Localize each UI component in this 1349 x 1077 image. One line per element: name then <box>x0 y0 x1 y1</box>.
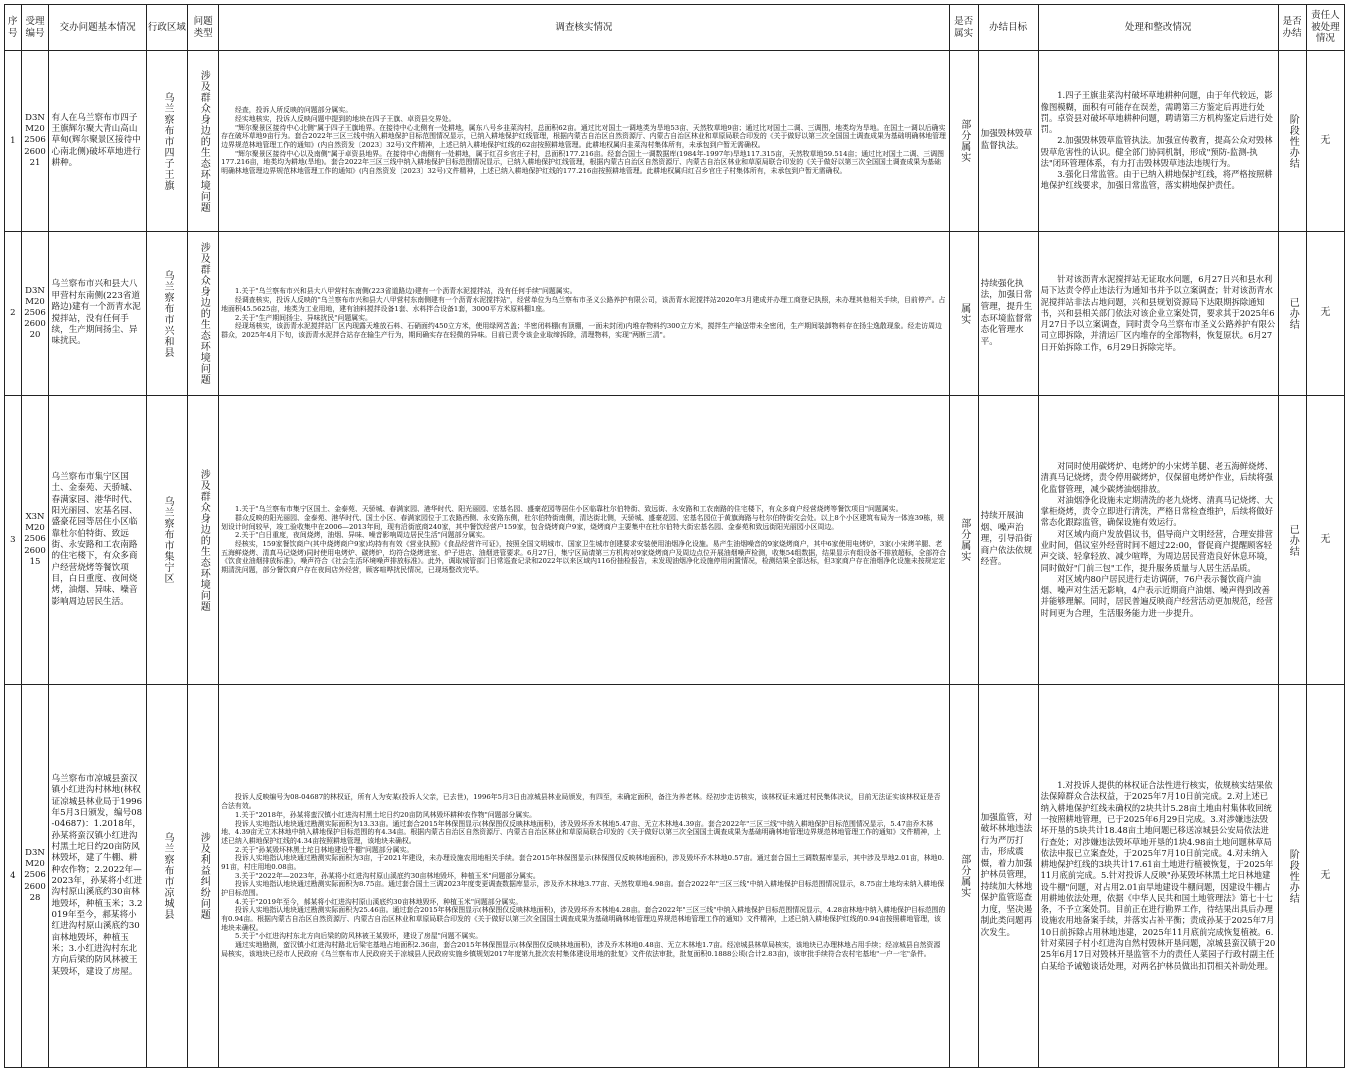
row-detail <box>219 51 950 232</box>
row-code: D3NM202506260028 <box>21 685 49 1068</box>
row-resp: 无 <box>1306 396 1344 685</box>
ptype-text: 涉及群众身边的生态环境问题 <box>198 69 210 213</box>
row-truth <box>949 396 978 685</box>
row-basic: 乌兰察布市凉城县蛮汉镇小红进沟村林地(林权证凉城县林业局于1996年5月3日颁发，编号08-04687)：1.2018年，孙某将蛮汉镇小红进沟村黑土坨日约20亩防风林毁坏，建了牛棚、耕种农作物；2.2022年—2023年，孙某将小红进沟村原山溪底约30亩林地毁坏，种植玉米；3.2019年至今，郝某将小红进沟村原山溪底约30亩林地毁坏，种植玉米；3.小红进沟村东北方向后梁的防风林被王某毁坏，建设了房屋。 <box>49 685 146 1068</box>
detail-para: 5.关于"小红进沟村东北方向后梁的防风林被王某毁坏，建设了房屋"问题不属实。 <box>234 932 483 941</box>
row-handle <box>1038 51 1278 232</box>
done-text: 阶段性办结 <box>1287 113 1299 169</box>
done-text: 阶段性办结 <box>1287 848 1299 904</box>
detail-para: 投诉人实地指认地块通过勘测实际面积为25.46亩。通过套合2015年林保图显示(林保图仅反映林地面积)，涉及毁坏乔木林地4.28亩。套合2022年"三区三线"中纳入耕地保护目标范围情况显示，4.28亩林地中纳入耕地保护目标范围的有0.94亩。根据内蒙古自治区自然资源厅、内蒙古自治区林业和草原局联合印发的《关于做好以第三次全国国土调查成果为基础明确林地管理边界规范林地管理工作的通知》文件精神，上述已纳入耕地保护红线的0.94亩按照耕地管理，该地块未确权。 <box>221 906 946 932</box>
header-handle: 处理和整改情况 <box>1038 5 1278 51</box>
header-detail: 调查核实情况 <box>219 5 950 51</box>
row-ptype <box>188 396 219 685</box>
detail-para: 1.关于"乌兰察布市兴和县大八甲营村东南侧(223省道路边)建有一个沥青水泥搅拌站，没有任何手续"问题属实。 <box>234 287 577 296</box>
table-row <box>5 51 1345 232</box>
row-done <box>1278 51 1306 232</box>
detail-para: 2.关于"孙某毁坏林黑土坨日林地建设牛棚"问题部分属实。 <box>234 845 414 854</box>
detail-para: 1.关于"乌兰察布市集宁区国土、金泰苑、天骄城、春满家园、港华时代、阳光丽园、宏基名园、盛豪花园等居住小区临靠杜尔伯特街、致远街、永安路和工农南路的住宅楼下，有众多商户经营烧烤等餐饮项目"问题属实。 <box>234 505 903 514</box>
handle-para: 1.四子王旗韭菜沟村破坏草地耕种问题，由于年代较远，影像图模糊，面积有可能存在误差，需聘第三方鉴定后再进行处罚。卓资县对破坏草地耕种问题，聘请第三方机构鉴定后进行处罚。 <box>1040 90 1273 135</box>
header-basic: 交办问题基本情况 <box>49 5 146 51</box>
header-truth: 是否属实 <box>949 5 978 51</box>
row-seq: 4 <box>5 685 22 1068</box>
truth-text: 部分属实 <box>958 518 970 562</box>
row-region <box>146 685 187 1068</box>
detail-para: 投诉人实地指认地块通过勘测实际面积为13.33亩。通过套合2015年林保图显示(林保图仅反映林地面积)，涉及毁坏乔木林地5.47亩、无立木林地4.39亩。套合2022年"三区三线"中纳入耕地保护目标范围情况显示，5.47亩乔木林地、4.39亩无立木林地中纳入耕地保护目标范围的有4.34亩。根据内蒙古自治区自然资源厅、内蒙古自治区林业和草原局联合印发的《关于做好以第三次全国国土调查成果为基础明确林地管理边界规范林地管理工作的通知》文件精神，上述已纳入耕地保护红线的4.34亩按照耕地管理，该地块未确权。 <box>221 819 941 845</box>
header-row <box>5 5 1345 51</box>
inspection-table <box>4 4 1345 1068</box>
row-code: D3NM202506260021 <box>21 51 49 232</box>
row-ptype <box>188 51 219 232</box>
ptype-text: 涉及群众身边的生态环境问题 <box>198 242 210 385</box>
row-detail <box>219 232 950 396</box>
ptype-text: 涉及群众身边的生态环境问题 <box>198 468 210 612</box>
handle-para: 对油烟净化设施未定期清洗的老九烧烤、清真马记烧烤、大掌柜烧烤，责令立即进行清洗，严格日常检查维护，后续将做好常态化跟踪监管，确保设施有效运行。 <box>1040 494 1273 528</box>
region-text: 乌兰察布市兴和县 <box>162 269 174 358</box>
handle-para: 2.加强毁林毁草监管执法。加强宣传教育，提高公众对毁林毁草危害性的认识。健全部门协同机制，形成"预防-监测-执法"闭环管理体系，有力打击毁林毁草违法违规行为。 <box>1040 135 1273 168</box>
detail-para: 投诉人实地指认地块通过勘测实际面积为3亩，于2021年建设，未办理设施农用地相关手续。套合2015年林保图显示(林保图仅反映林地面积)，涉及毁坏乔木林地0.57亩。通过套合国土三调数据库显示，其中涉及旱地2.01亩，林地0.91亩，村庄用地0.08亩。 <box>221 854 945 871</box>
row-detail <box>219 396 950 685</box>
detail-para: 经查，投诉人所反映的问题部分属实。 <box>234 106 353 115</box>
row-handle <box>1038 685 1278 1068</box>
detail-para: 群众反映的阳光丽园、金泰苑、港华时代、国土小区、春满家园位于工农路西侧、永安路东侧，杜尔伯特街南侧，清达街北侧，天骄城、盛豪花园、宏基名园位于黄旗海路与杜尔伯特街交会处。以上8个小区建筑布局为一体连39栋，规划设计时间较早，竣工验收集中在2006—2013年间，现有沿街底商240家，其中餐饮经营户159家，包含烧烤商户9家，烧烤商户主要集中在杜尔伯特大街宏基名园、金泰苑和致远街阳光丽园小区周边。 <box>221 513 945 531</box>
row-basic: 有人在乌兰察布市四子王旗辉尔聚大青山高山草甸(辉尔聚景区接待中心南北侧)破坏草地进行耕种。 <box>49 51 146 232</box>
detail-para: 4.关于"2019年至今，郝某将小红进沟村原山溪底约30亩林地毁坏，种植玉米"问题部分属实。 <box>234 897 523 906</box>
header-seq: 序号 <box>5 5 22 51</box>
handle-para: 3.强化日常监管。由于已纳入耕地保护红线，将严格按照耕地保护红线要求，加强日常监管，落实耕地保护责任。 <box>1040 169 1273 191</box>
region-text: 乌兰察布市四子王旗 <box>162 91 174 191</box>
row-ptype <box>188 232 219 396</box>
detail-para: 经现场核实，该沥青水泥搅拌站厂区内现露天堆放石料、石硝面约450立方米，使用绿网苫盖；半密闭料棚(有顶棚，一面未封闭)内堆存物料约300立方米，搅拌生产输送带未全密闭，生产期间装卸物料存在扬尘逸散现象。经走访周边群众，2025年4月下旬，该沥青水泥拌合站存在输生产行为，期间确实存在轻微的异味。目前已责令该企业取缔拆除，清理物料，实现"两断三清"。 <box>221 322 942 339</box>
ptype-text: 涉及利益纠纷问题 <box>198 832 210 920</box>
row-done <box>1278 685 1306 1068</box>
table-row <box>5 396 1345 685</box>
header-goal: 办结目标 <box>978 5 1038 51</box>
header-region: 行政区域 <box>146 5 187 51</box>
row-region <box>146 232 187 396</box>
row-done <box>1278 232 1306 396</box>
truth-text: 属实 <box>958 302 970 325</box>
detail-para: 2.关于"白日重度，夜间烧烤，油烟、异味、噪音影响周边居民生活"问题部分属实。 <box>234 531 490 540</box>
header-resp: 责任人被处理情况 <box>1306 5 1344 51</box>
handle-para: 对区域内80户居民进行走访调研，76户表示餐饮商户油烟、噪声对生活无影响，4户表示近期商户油烟、噪声得到改善并能够理解。同时，居民普遍反映商户经营活动更加规范，经营时间更为合理，生活服务能力进一步提升。 <box>1040 573 1273 618</box>
row-seq: 1 <box>5 51 22 232</box>
detail-para: 通过实地勘测，蛮汉镇小红进沟村路北后梁宅基地占地面积2.36亩，套合2015年林保图显示(林保图仅反映林地面积)，涉及乔木林地0.48亩、无立木林地1.7亩。经凉城县林草局核实，该地块已办理林地占用手续；经凉城县自然资源局核实，该地块已经市人民政府《乌兰察布市人民政府关于凉城县人民政府实施乡镇规划2017年度第九批次农村集体建设用地的批复》文件依法审批，批复面积0.1888公顷(合计2.83亩)，该审批手续符合农村宅基地"一户一宅"条件。 <box>221 941 941 958</box>
detail-para: 经调查核实，投诉人反映的"乌兰察布市兴和县大八甲营村东南侧建有一个沥青水泥搅拌站"，经营单位为乌兰察布市圣义公路养护有限公司，该沥青水泥搅拌站2020年3月建成并办理工商登记执照，未办理其他相关手续，目前停产。占地面积45.5625亩，地类为工业用地，建有油料搅拌设备1套、水料拌合设备1套，3000平方米原料棚1座。 <box>221 296 946 313</box>
handle-para: 1.对投诉人提供的林权证合法性进行核实，依规核实结果依法保障群众合法权益，于2025年7月10日前完成。2.对上述已纳入耕地保护红线未确权的2块共计5.28亩土地由村集体收回统一按照耕地管理，已于2025年6月29日完成。3.对涉嫌违法毁坏开垦的5块共计18.48亩土地问题已移送凉城县公安局依法进行查处；对涉嫌违法毁坏草地开垦的1块4.98亩土地问题林草局依法申报已立案查处，于2025年7月10日前完成。4.对未纳入耕地保护红线的3块共计17.61亩土地进行植被恢复，于2025年11月底前完成。5.针对投诉人反映"孙某毁坏林黑土坨日林地建设牛棚"问题，对占用2.01亩旱地建设牛棚问题，因建设牛棚占用耕地依法处理，依据《中华人民共和国土地管理法》第七十七条，不予立案处罚。目前正在进行勘界工作，待结果出具后办理设施农用地备案手续，并落实占补平衡；责成孙某于2025年7月10日前拆除占用林地违建，2025年11月底前完成恢复植被。6.针对菜园子村小红进沟自然村毁林开垦问题，凉城县蛮汉镇于2025年6月17日对毁林开垦监管不力的责任人菜园子行政村副主任白某给予诫勉谈话处理，对两名护林员做出扣罚相关补助处理。 <box>1040 780 1276 971</box>
row-seq: 2 <box>5 232 22 396</box>
row-code: D3NM202506260020 <box>21 232 49 396</box>
region-text: 乌兰察布市集宁区 <box>162 496 174 584</box>
row-goal: 加强监管，对破坏林地违法行为严厉打击，形成震慑，着力加强护林员管理，持续加大林地保护监管巡查力度，坚决遏制此类问题再次发生。 <box>978 685 1038 1068</box>
row-code: X3NM202506260015 <box>21 396 49 685</box>
handle-para: 针对该沥青水泥搅拌站无证取水问题，6月27日兴和县水利局下达责令停止违法行为通知书并予以立案调查；针对该沥青水泥搅拌站非法占地问题，兴和县规划资源局下达限期拆除通知书，兴和县相关部门依法对该企业立案处罚，要求其于2025年6月27日予以立案调查，同时责令乌兰察布市圣义公路养护有限公司立即拆除，并清运厂区内堆存的全部物料，恢复原状。6月27日开始拆除工作，6月29日拆除完毕。 <box>1040 274 1276 352</box>
row-handle <box>1038 232 1278 396</box>
row-detail <box>219 685 950 1068</box>
header-ptype: 问题类型 <box>188 5 219 51</box>
truth-text: 部分属实 <box>958 854 970 898</box>
row-seq: 3 <box>5 396 22 685</box>
done-text: 已办结 <box>1287 297 1299 330</box>
row-truth <box>949 51 978 232</box>
table-row <box>5 232 1345 396</box>
detail-para: 投诉人实地指认地块通过勘测实际面积为8.75亩。通过套合国土三调2023年度变更调查数据库显示，涉及乔木林地3.77亩、天然牧草地4.98亩。套合2022年"三区三线"中纳入耕地保护目标范围情况显示，8.75亩土地均未纳入耕地保护目标范围。 <box>221 880 945 898</box>
row-truth <box>949 232 978 396</box>
row-ptype <box>188 685 219 1068</box>
header-done: 是否办结 <box>1278 5 1306 51</box>
row-region <box>146 51 187 232</box>
row-resp: 无 <box>1306 51 1344 232</box>
detail-para: 经核实，159家餐饮商户(其中烧烤商户9家)均持有有效《营业执照》《食品经营许可证》，按照全国文明城市、国家卫生城市创建要求安装使用油烟净化设施。易产生油烟噪音的9家烧烤商户，其中6家使用电烤炉，3家(小宋烤羊腿、老五海鲜烧烤、清真马记烧烤)同时使用电烤炉、碳烤炉，均符合烧烤进室、炉子进店、油烟进管要求。6月27日，集宁区局请第三方机构对9家烧烤商户及周边点位开展油烟噪声检测，收集54组数据，结果显示有组设备不排放超标，全部符合《饮食业油烟排放标准》，噪声符合《社会生活环境噪声排放标准》。此外，调取城管部门日常巡查记录和2022年以来区域内116份抽检报告，未发现油烟净化设施停用闲置情况，检测结果全部达标，但3家商户存在油烟净化设施未按规定定期清洗问题，部分餐饮商户存在夜间店外经营，顾客喧哗扰民情况，已现场整改完毕。 <box>221 540 947 575</box>
detail-para: "辉尔聚景区接待中心以及南侧"属于卓资县地界。在接待中心南侧有一处耕地，属于红召乡官庄子村，总面积177.216亩。经套合国土一调数据库(1984年-1997年)旱地117.315亩，天然牧草地59.514亩；通过比对国土二调、三调图177.216亩，地类均为耕地(旱地)。套合2022年三区三线中纳入耕地保护目标范围情况显示，已纳入耕地保护红线管理，根据内蒙古自治区自然资源厅、内蒙古自治区林业和草原局联合印发的《关于做好以第三次全国国土调查成果为基础明确林地管理边界规范林地管理工作的通知》(内自然资发〔2023〕32号)文件精神，上述已纳入耕地保护红线的177.216亩按照耕地管理。此耕地权属归红召乡官庄子村集体所有，未承包到户暂无需确权。 <box>221 149 944 176</box>
row-goal: 持续开展油烟、噪声治理，引导沿街商户依法依规经营。 <box>978 396 1038 685</box>
detail-para: 3.关于"2022年—2023年，孙某将小红进沟村原山溪底约30亩林地毁坏，种植玉米"问题部分属实。 <box>234 871 540 880</box>
row-goal: 加强毁林毁草监督执法。 <box>978 51 1038 232</box>
row-basic: 乌兰察布市兴和县大八甲营村东南侧(223省道路边)建有一个沥青水泥搅拌站，没有任何手续，生产期间扬尘、异味扰民。 <box>49 232 146 396</box>
detail-para: "辉尔聚景区接待中心北侧"属于四子王旗地界。在接待中心北侧有一处耕地，属东八号乡韭菜沟村，总面积62亩。通过比对国土一调地类为旱地53亩、天然牧草地9亩；通过比对国土二调、三调图，地类均为旱地。在国土一调以后确实存在破坏草地9亩行为。套合2022年三区三线中纳入耕地保护目标范围情况显示，已纳入耕地保护红线管理，根据内蒙古自治区自然资源厅、内蒙古自治区林业和草原局联合印发的《关于做好以第三次全国国土调查成果为基础明确林地管理边界规范林地管理工作的通知》(内自然资发〔2023〕32号)文件精神，上述已纳入耕地保护红线的62亩按照耕地管理。此耕地权属归韭菜沟村集体所有，未承包到户暂无需确权。 <box>221 123 946 149</box>
row-truth <box>949 685 978 1068</box>
detail-para: 经实地核实，投诉人反映问题中提到的地块在四子王旗、卓资县交界处。 <box>234 114 456 123</box>
table-row <box>5 685 1345 1068</box>
row-resp: 无 <box>1306 232 1344 396</box>
region-text: 乌兰察布市凉城县 <box>162 832 174 920</box>
truth-text: 部分属实 <box>958 119 970 163</box>
header-code: 受理编号 <box>21 5 49 51</box>
row-goal: 持续强化执法，加强日常管理，提升生态环境监督常态化管理水平。 <box>978 232 1038 396</box>
handle-para: 对同时使用碳烤炉、电烤炉的小宋烤羊腿、老五海鲜烧烤、清真马记烧烤，责令停用碳烤炉，仅保留电烤炉作业，后续将强化监督管理，减少碳烤油烟排放。 <box>1040 461 1273 494</box>
handle-para: 对区域内商户发放倡议书，倡导商户文明经营，合理安排营业时间，倡议室外经营时间不超过22:00，督促商户提醒顾客轻声交谈、轻拿轻放、减少喧哗，为周边居民营造良好休息环境，同时做好"门前三包"工作，提升服务质量与人居生活品质。 <box>1040 528 1273 573</box>
detail-para: 1.关于"2018年，孙某将蛮汉镇小红进沟村黑土坨日约20亩防风林毁坏耕种农作物"问题部分属实。 <box>234 810 537 819</box>
done-text: 已办结 <box>1287 523 1299 557</box>
row-basic: 乌兰察布市集宁区国土、金泰苑、天骄城、春满家园、港华时代、阳光丽园、宏基名园、盛豪花园等居住小区临靠杜尔伯特街、致远街、永安路和工农南路的住宅楼下，有众多商户经营烧烤等餐饮项目，白日重度、夜间烧烤，油烟、异味、噪音影响周边居民生活。 <box>49 396 146 685</box>
detail-para: 投诉人反映编号为08-04687的林权证，所有人为安某(投诉人父亲，已去世)，1996年5月3日由凉城县林业局颁发，有四至，未确定面积，备注为养老林。经初步走访核实，该林权证未通过村民集体决议，目前无法证实该林权证是否合法有效。 <box>221 793 941 811</box>
detail-para: 2.关于"生产期间扬尘、异味扰民"问题属实。 <box>234 313 372 322</box>
row-resp: 无 <box>1306 685 1344 1068</box>
row-handle <box>1038 396 1278 685</box>
row-region <box>146 396 187 685</box>
row-done <box>1278 396 1306 685</box>
